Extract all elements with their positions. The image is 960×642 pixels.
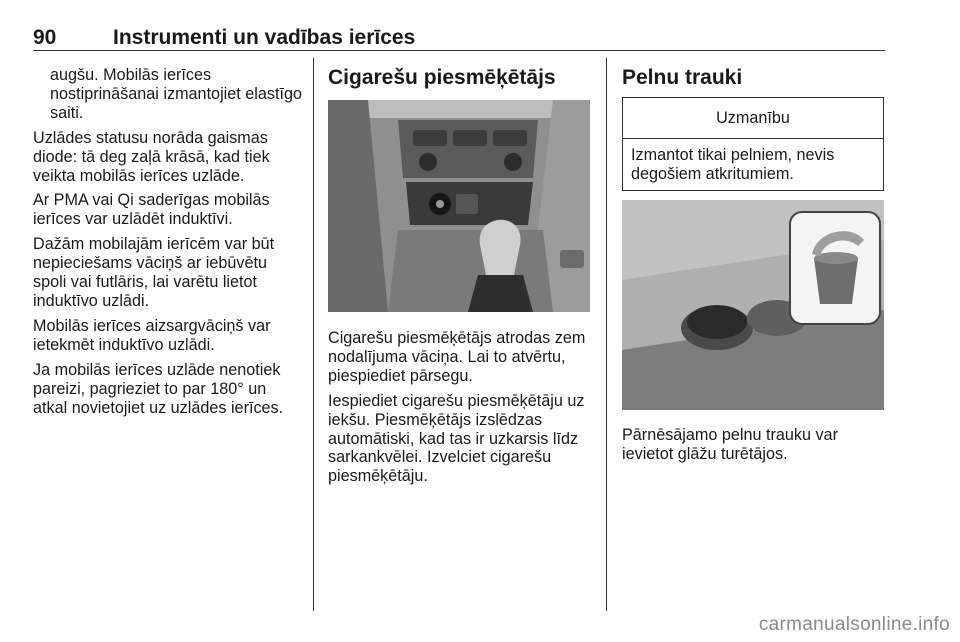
watermark: carmanualsonline.info [758, 614, 950, 635]
paragraph: Ja mobilās ierīces uzlāde nenotiek pareizi, pagrieziet to par 180° un atkal novietojiet uz uzlādes ierīces. [33, 360, 284, 417]
lighter-text [328, 329, 590, 492]
column-1 [33, 66, 303, 423]
paragraph-continued: augšu. Mobilās ierīces nostiprināšanai izmantojiet elastīgo saiti. [50, 66, 302, 122]
paragraph: Iespiediet cigarešu piesmēķētāju uz iekšu. Piesmēķētājs izslēdzas automātiski, kad tas ir uzkarsis līdz sarkankvēlei. Izvelciet cigarešu piesmēķētāju. [328, 391, 585, 486]
cigarette-lighter-illustration [328, 100, 590, 312]
ashtray-illustration [622, 200, 884, 410]
caution-box [622, 97, 884, 191]
paragraph: Dažām mobilajām ierīcēm var būt nepieciešams vāciņš ar iebūvētu spoli vai futlāris, lai varētu lietot induktīvo uzlādi. [33, 235, 275, 310]
paragraph: Cigarešu piesmēķētājs atrodas zem nodalījuma vāciņa. Lai to atvērtu, piespiediet pārsegu. [328, 329, 586, 385]
section-heading-ashtray: Pelnu trauki [622, 66, 743, 89]
caution-title: Uzmanību [623, 98, 883, 139]
column-2 [328, 66, 590, 90]
page-title: Instrumenti un vadības ierīces [113, 26, 416, 49]
paragraph: Uzlādes statusu norāda gaismas diode: tā deg zaļā krāsā, kad tiek veikta mobilās ierīces uzlāde. [33, 128, 270, 185]
page-header [33, 26, 885, 50]
page-number: 90 [33, 26, 57, 49]
caution-text: Izmantot tikai pelniem, nevis degošiem atkritumiem. [631, 146, 835, 183]
paragraph: Mobilās ierīces aizsargvāciņš var ietekmēt induktīvo uzlādi. [33, 316, 271, 354]
column-divider-1 [313, 58, 314, 611]
column-3 [622, 66, 884, 90]
paragraph: Ar PMA vai Qi saderīgas mobilās ierīces var uzlādēt induktīvi. [33, 191, 270, 229]
ashtray-text: Pārnēsājamo pelnu trauku var ievietot glāžu turētājos. [622, 426, 838, 463]
section-heading-cigarette-lighter: Cigarešu piesmēķētājs [328, 66, 556, 89]
header-rule [33, 50, 885, 51]
column-divider-2 [606, 58, 607, 611]
